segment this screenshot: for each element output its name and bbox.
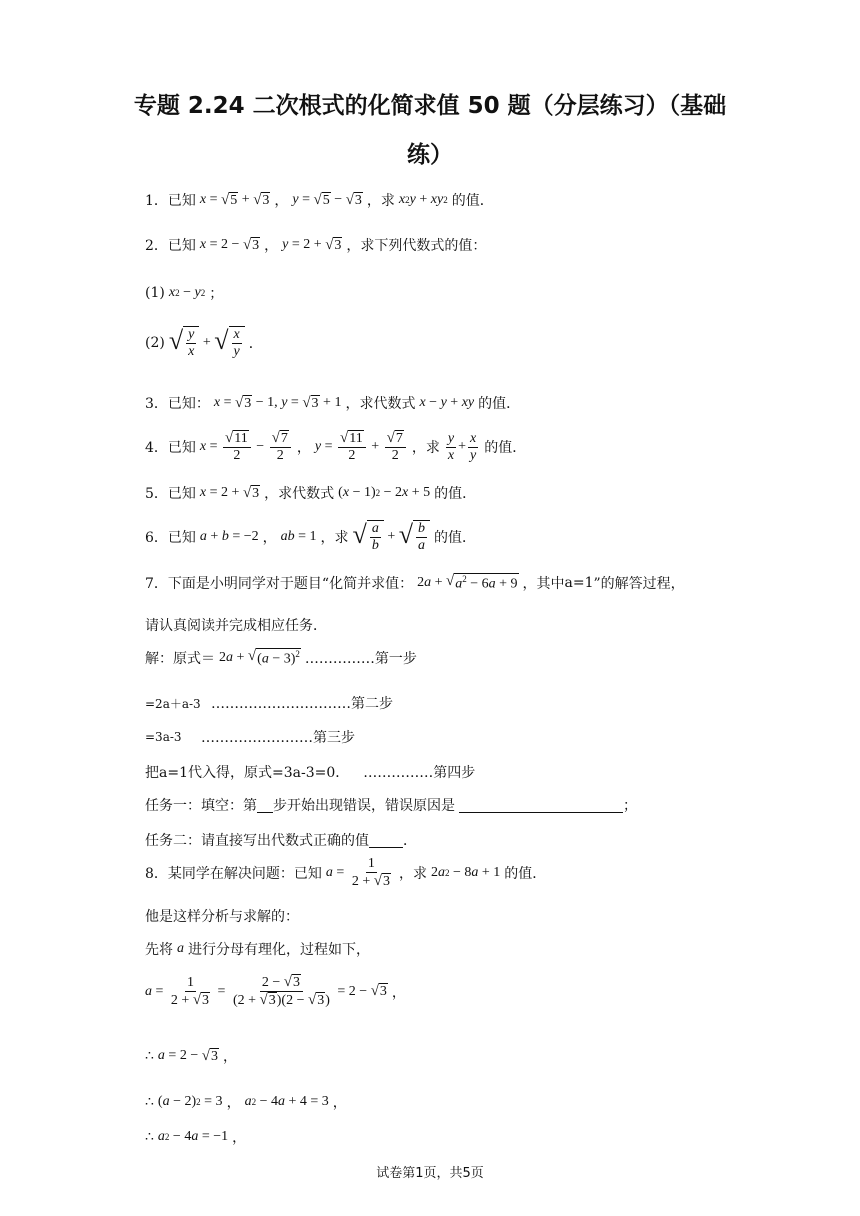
question-5 (145, 483, 476, 503)
q2-part1-expr: x 2 − y 2 (168, 285, 206, 300)
q5-x-expr: x = 2 + √ 3 (199, 484, 260, 501)
therefore-symbol: ∴ (145, 1129, 154, 1145)
q7-task-1 (145, 795, 637, 815)
q8-suffix: 的值． (504, 866, 547, 883)
q8-rationalize-expr: a = 1 2 + √ 3 = 2 − √ 3 (2 + √ 3 )(2 − √ 3 ) = 2 − √ 3 (145, 974, 387, 1009)
q5-target-expr: ( x − 1) 2 − 2 x + 5 (338, 485, 431, 500)
q7-instruction: 请认真阅读并完成相应任务． (145, 618, 327, 634)
q8-rationalize-line (145, 974, 406, 1010)
q7-task2-end: ． (403, 833, 417, 849)
title-line-2: 练） (407, 142, 453, 168)
q6-ask: ，求 (320, 530, 349, 547)
q8-ask: ，求 (398, 866, 427, 883)
q2-x-expr: x = 2 − √ 3 (199, 236, 260, 253)
q6-sum-expr: a + b = −2 (199, 529, 259, 545)
q7-step3-label: ……………………第三步 (201, 730, 355, 746)
q6-prefix: 6．已知 (145, 530, 196, 547)
q4-target-expr: $\frac{y}{x}$ + $\frac{x}{y}$ (447, 430, 477, 463)
q2-sep: ， (264, 238, 279, 254)
q7-condition: a=1 (564, 575, 594, 591)
q3-prefix: 3．已知： (145, 396, 210, 412)
q2-ask: ，求下列代数式的值： (346, 238, 487, 254)
q8-therefore-1 (145, 1046, 237, 1066)
q7-step4-text: 把a=1代入得，原式=3a-3=0． (145, 765, 350, 781)
q8-var-a: a (177, 941, 184, 956)
q4-ask: ，求 (411, 440, 440, 457)
q4-sep: ， (296, 440, 311, 457)
page-footer: 试卷第1页，共5页 (376, 1166, 484, 1181)
q3-target-expr: x − y + xy (419, 395, 475, 410)
q8-prefix: 8．某同学在解决问题：已知 (145, 866, 322, 883)
q8-target-expr: 2 a 2 − 8 a + 1 (430, 865, 501, 881)
q6-product-expr: ab = 1 (280, 529, 317, 545)
q8-comma-4: ， (332, 1095, 347, 1111)
q7-step1-label: ……………第一步 (304, 651, 417, 667)
q8-expand-expr: a 2 − 4 a + 4 = 3 (244, 1094, 329, 1109)
q7-line1-suffix: ”的解答过程， (593, 576, 685, 592)
q7-task1-step-blank[interactable] (257, 798, 273, 813)
q7-prefix: 7．下面是小明同学对于题目“化简并求值： (145, 576, 414, 592)
q3-suffix: 的值． (478, 396, 521, 412)
question-3 (145, 393, 520, 413)
q1-prefix: 1．已知 (145, 193, 196, 209)
q7-task1-text-b: 步开始出现错误，错误原因是 (273, 798, 455, 814)
q7-task1-reason-blank[interactable] (459, 798, 623, 813)
question-2-part-2 (145, 326, 263, 360)
q4-x-expr: x = √ 11 2 − √ 7 2 (200, 430, 293, 464)
question-8-line-2 (145, 906, 299, 926)
q8-therefore-2 (145, 1092, 347, 1112)
q7-step-2 (145, 693, 393, 713)
q8-comma-1: ， (391, 984, 406, 1001)
q4-prefix: 4．已知 (145, 440, 196, 457)
q4-y-expr: y = √ 11 2 + √ 7 2 (315, 430, 408, 464)
q7-task2-value-blank[interactable] (369, 833, 403, 848)
q1-suffix: 的值． (451, 193, 494, 209)
q1-ask: ，求 (366, 193, 395, 209)
q8-step-text-a: 先将 (145, 942, 173, 958)
q7-where: ，其中 (522, 576, 565, 592)
q8-simplify-expr: a 2 − 4 a = −1 (157, 1129, 229, 1144)
q7-solution-label: 解：原式＝ (145, 651, 215, 667)
q2-part2-expr: √ $\frac{y}{x}$ + √ $\frac{x}{y}$ (169, 326, 245, 360)
q7-task2-text: 任务二：请直接写出代数式正确的值 (145, 833, 369, 849)
q2-part2-end: ． (248, 336, 263, 353)
q8-comma-5: ， (232, 1130, 247, 1146)
q7-step2-expr: =2a＋a-3 (145, 696, 201, 711)
q7-step4-label: ……………第四步 (363, 765, 476, 781)
q7-step3-expr: =3a-3 (145, 730, 182, 744)
q7-step-3 (145, 727, 355, 747)
q7-task1-end: ； (623, 798, 637, 814)
question-2-part-1 (145, 283, 223, 303)
q3-given-expr: x = √ 3 − 1, y = √ 3 + 1 (213, 394, 342, 411)
therefore-symbol: ∴ (145, 1048, 154, 1064)
q6-target-expr: √ $\frac{a}{b}$ + √ $\frac{b}{a}$ (353, 520, 430, 554)
question-4 (145, 430, 526, 464)
q8-square-expr: ( a − 2) 2 = 3 (157, 1094, 223, 1109)
q7-step-4 (145, 762, 475, 782)
q3-ask: ，求代数式 (345, 396, 416, 412)
q5-prefix: 5．已知 (145, 486, 196, 502)
question-6 (145, 520, 476, 554)
question-2 (145, 235, 486, 255)
q7-step2-label: …………………………第二步 (211, 696, 393, 712)
q8-step-text-b: 进行分母有理化，过程如下， (188, 942, 370, 958)
title-line-1: 专题 2.24 二次根式的化简求值 50 题（分层练习）（基础 (133, 93, 727, 119)
q2-part2-label: (2) (145, 335, 165, 352)
q2-prefix: 2．已知 (145, 238, 196, 254)
q7-task-2 (145, 830, 417, 850)
q8-a-expr: a = 1 2 + √ 3 (325, 856, 390, 890)
therefore-symbol: ∴ (145, 1094, 154, 1110)
question-7-line-2 (145, 615, 327, 635)
q1-sep: ， (274, 193, 289, 209)
q8-comma-3: ， (226, 1095, 241, 1111)
q2-part1-label: (1) (145, 285, 165, 301)
q5-suffix: 的值． (434, 486, 477, 502)
q2-part1-end: ； (209, 286, 224, 302)
question-7-line-1 (145, 573, 685, 593)
question-8-line-1 (145, 856, 546, 890)
q1-target-expr: x 2 y + xy 2 (398, 192, 448, 207)
q7-step-1 (145, 648, 417, 668)
q8-comma-2: ， (222, 1049, 237, 1065)
q7-task1-text-a: 任务一：填空：第 (145, 798, 257, 814)
question-1 (145, 190, 494, 210)
q7-problem-expr: 2 a + √ $a^2 - 6a + 9$ (417, 573, 518, 592)
question-8-line-3 (145, 939, 370, 959)
q7-step1-expr: 2 a + √ $(a - 3)^2$ (219, 648, 300, 667)
q1-y-expr: y = √ 5 − √ 3 (292, 191, 362, 208)
q8-analysis-intro: 他是这样分析与求解的： (145, 909, 299, 925)
q2-y-expr: y = 2 + √ 3 (282, 236, 342, 253)
q5-ask: ，求代数式 (264, 486, 335, 502)
q6-suffix: 的值． (434, 530, 476, 547)
q8-therefore-3 (145, 1127, 246, 1147)
q4-suffix: 的值． (484, 440, 527, 457)
q6-sep: ， (262, 530, 277, 547)
q1-x-expr: x = √ 5 + √ 3 (199, 191, 270, 208)
q8-result-expr: a = 2 − √ 3 (157, 1047, 218, 1064)
